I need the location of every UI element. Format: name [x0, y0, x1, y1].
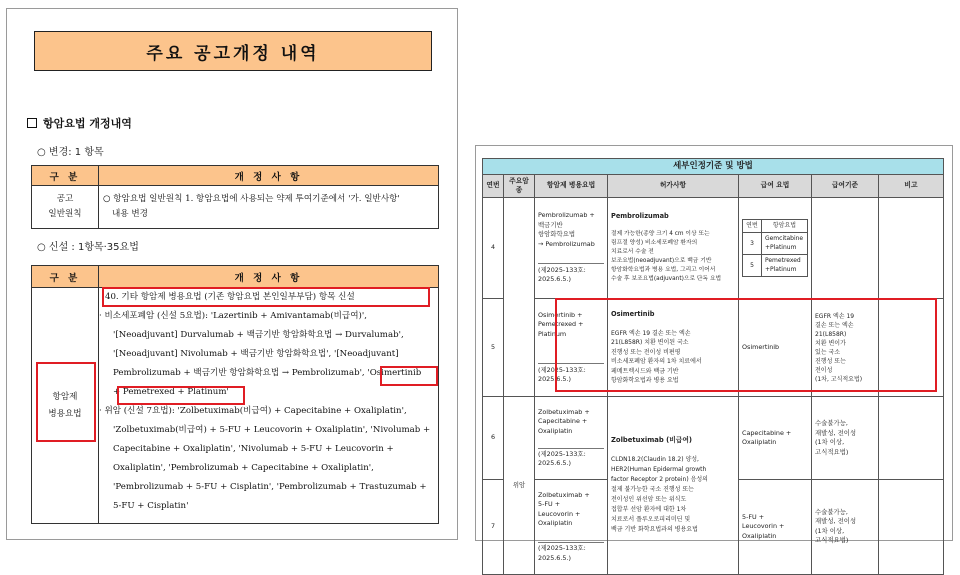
revision-line: Capecitabine + Oxaliplatin', 'Nivolumab + 5-FU + Leucovorin + [113, 444, 394, 454]
sub-no: 5 [743, 254, 762, 276]
col-header-benefit: 급여 요법 [739, 175, 812, 198]
drug-name: Pembrolizumab [611, 212, 669, 220]
sub-header: 항암요법 [761, 220, 807, 233]
left-document-page [6, 8, 458, 540]
drug-name: Osimertinib [611, 309, 655, 318]
benefit-text: Osimertinib [739, 299, 812, 397]
revision-line: 'Zolbetuximab(비급여) + 5-FU + Leucovorin + Oxaliplatin', 'Nivolumab + [113, 425, 431, 435]
col-header-remarks: 비고 [879, 175, 944, 198]
approval-text: EGFR 엑손 19 결손 또는 엑손 21(L858R) 치환 변이된 국소 진행성 또는 전이성 비편평 비소세포폐암 환자의 1차 치료에서 페메트렉시드와 백금 기반 항암화학요법과 병용 요법 [611, 329, 702, 384]
highlight-box-osimertinib [380, 366, 438, 386]
sub-header: 연번 [743, 220, 762, 233]
col-header-category: 구 분 [32, 266, 99, 288]
revision-line: · 위암 (신설 7요법): 'Zolbetuximab(비급여) + Capecitabine + Oxaliplatin', [99, 406, 407, 416]
change-table [31, 165, 439, 229]
revision-line: 'Pembrolizumab + 5-FU + Cisplatin', 'Pembrolizumab + Trastuzumab + [113, 482, 427, 492]
sub-regimen: Gemcitabine +Platinum [761, 232, 807, 254]
approval-text: 절제 가능한(종양 크기 4 cm 이상 또는 림프절 양성) 비소세포폐암 환자의 치료로서 수술 전 보조요법(neoadjuvant)으로 백금 기반 항암화학요법과 병용 요법, 그리고 이어서 수술 후 보조요법(adjuvant)으로 단독 요법 [611, 231, 722, 282]
revision-line: '[Neoadjuvant] Durvalumab + 백금기반 항암화학요법 → Durvalumab', [113, 330, 404, 340]
criteria-text: 수술불가능, 재발성, 전이성 (1차 이상, 고식적요법) [812, 397, 879, 480]
regimen-text: Osimertinib + Pemetrexed + Platinum [538, 310, 584, 338]
revision-line: Pembrolizumab + 백금기반 항암화학요법 → Pembrolizumab', 'Osimertinib [113, 368, 422, 378]
revision-line: · 비소세포폐암 (신설 5요법): 'Lazertinib + Amivantamab(비급여)', [99, 311, 367, 321]
revision-line: 40. 기타 항암제 병용요법 (기존 항암요법 본인일부부담) 항목 신설 [105, 292, 355, 302]
criteria-text: 수술불가능, 재발성, 전이성 (1차 이상, 고식적요법) [812, 480, 879, 575]
change-note: ○ 변경: 1 항목 [37, 147, 104, 158]
regimen-text: Zolbetuximab + 5-FU + Leucovorin + Oxaliplatin [538, 490, 590, 527]
col-header-cancer: 주요암종 [504, 175, 535, 198]
notice-text: (제2025-133호: 2025.6.5.) [538, 263, 604, 285]
row-no: 4 [483, 198, 504, 299]
regimen-text: Pembrolizumab + 백금기반 항암화학요법 → Pembrolizumab [538, 211, 595, 248]
criteria-text: EGFR 엑손 19 결손 또는 엑손 21(L858R) 치환 변이가 있는 국소 진행성 또는 전이성 (1차, 고식적요법) [812, 299, 879, 397]
table-row [483, 198, 944, 299]
highlight-box-osimertinib-row [555, 298, 937, 392]
cancer-cell [504, 198, 535, 397]
highlight-box-pemetrexed [117, 386, 245, 405]
highlight-box-new-item [102, 287, 430, 307]
col-header-regimen: 항암제 병용요법 [535, 175, 608, 198]
revision-line: 내용 변경 [112, 209, 148, 219]
col-header-revision: 개 정 사 항 [99, 266, 439, 288]
row-no: 7 [483, 480, 504, 575]
highlight-box-row-label [36, 362, 96, 442]
sub-regimen-table [742, 219, 808, 277]
approval-text: CLDN18.2(Claudin 18.2) 양성, HER2(Human Epidermal growth factor Receptor 2 protein) 음성의 절제 불가능한 국소 진행성 또는 전이성인 위선암 또는 위식도 접합부 선암 환자에 대한 1차 치료로서 플루오로피리미딘 및 백금 기반 화학요법과의 병용요법 [611, 456, 708, 534]
drug-name: Zolbetuximab (비급여) [611, 436, 693, 445]
table-title: 세부인정기준 및 방법 [483, 159, 944, 175]
revision-line: '[Neoadjuvant] Nivolumab + 백금기반 항암화학요법', '[Neoadjuvant] [113, 349, 399, 359]
cancer-type: 위암 [504, 397, 535, 575]
col-header-revision: 개 정 사 항 [99, 166, 439, 186]
sub-regimen: Pemetrexed +Platinum [761, 254, 807, 276]
col-header-category: 구 분 [32, 166, 99, 186]
row-label-general: 공고 일반원칙 [32, 186, 99, 229]
table-row [483, 397, 944, 480]
notice-text: (제2025-133호: 2025.6.5.) [538, 448, 604, 469]
section-heading [27, 115, 132, 131]
revision-line: 5-FU + Cisplatin' [113, 501, 189, 511]
notice-text: (제2025-133호: 2025.6.5.) [538, 363, 604, 385]
revision-line: ○ 항암요법 일반원칙 1. 항암요법에 사용되는 약제 투여기준에서 '가. 일반사항' [103, 194, 400, 204]
page-title: 주요 공고개정 내역 [34, 31, 432, 71]
right-document-page [475, 145, 953, 562]
benefit-text: Capecitabine + Oxaliplatin [739, 397, 812, 480]
revision-line: Oxaliplatin', 'Pembrolizumab + Capecitabine + Oxaliplatin', [113, 463, 374, 473]
row-no: 5 [483, 299, 504, 397]
notice-text: (제2025-133호: 2025.6.5.) [538, 542, 604, 563]
col-header-criteria: 급여기준 [812, 175, 879, 198]
col-header-approval: 허가사항 [608, 175, 739, 198]
sub-no: 3 [743, 232, 762, 254]
row-label-combination: 항암제 병용요법 [32, 288, 99, 524]
row-no: 6 [483, 397, 504, 480]
checkbox-square-icon [27, 118, 37, 128]
col-header-no: 연번 [483, 175, 504, 198]
section-heading-text: 항암요법 개정내역 [43, 117, 132, 130]
regimen-text: Zolbetuximab + Capecitabine + Oxaliplatin [538, 407, 590, 435]
benefit-text: 5-FU + Leucovorin + Oxaliplatin [739, 480, 812, 575]
new-note: ○ 신설 : 1항목·35요법 [37, 242, 139, 253]
revision-line: + Pemetrexed + Platinum' [113, 387, 229, 397]
